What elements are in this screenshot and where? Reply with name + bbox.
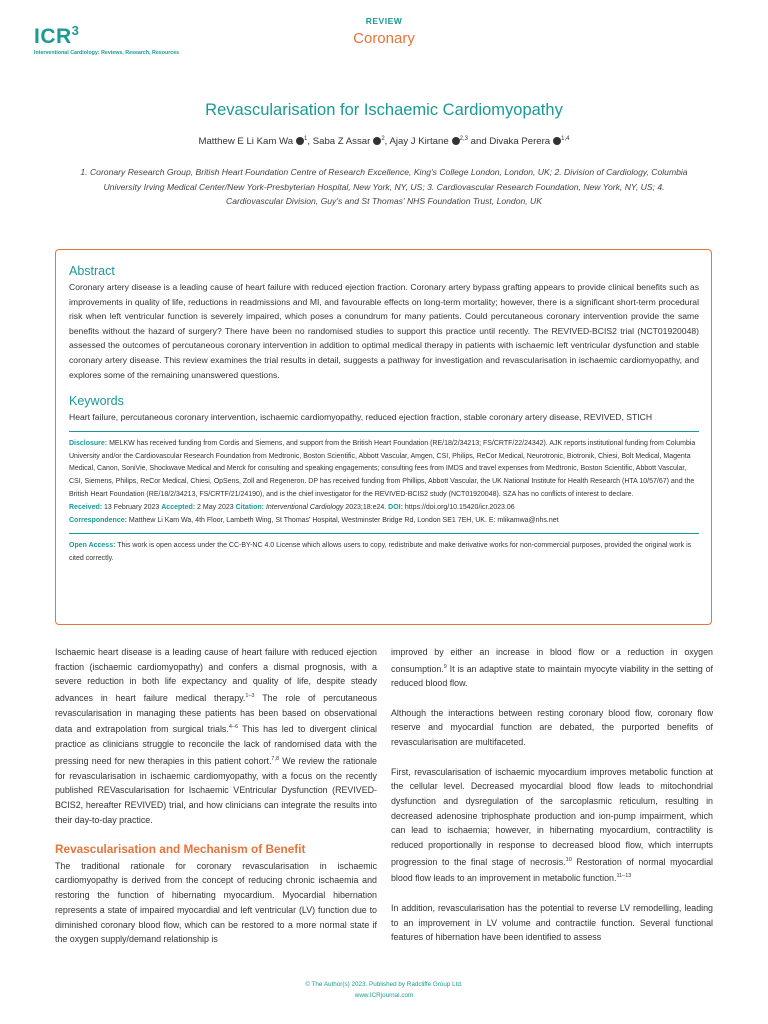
citation-journal: Interventional Cardiology (265, 503, 344, 511)
orcid-icon[interactable] (452, 137, 460, 145)
author-separator: and (468, 136, 490, 148)
dates-citation (69, 502, 699, 515)
author-separator: , (384, 136, 390, 148)
journal-url[interactable]: www.ICRjournal.com (354, 992, 414, 999)
author-separator: , (307, 136, 313, 148)
keywords-text: Heart failure, percutaneous coronary intervention, ischaemic cardiomyopathy, reduced ejection fraction, stable coronary artery disease, REVIVED, STICH (69, 412, 653, 423)
citation-detail: 2023;18:e24. (345, 503, 387, 511)
body-paragraph: Although the interactions between resting coronary blood flow, coronary flow reserve and myocardial function are debated, the purported benefits of revascularisation are multifaceted. (391, 707, 713, 748)
copyright-footer: © The Author(s) 2023. Published by Radcliffe Group Ltd. (305, 981, 463, 988)
keywords-heading: Keywords (69, 394, 124, 409)
body-text: The role of percutaneous revascularisation in managing these patients has been based on observational data and extrapolation from surgical trials. (55, 693, 377, 735)
body-left-column (55, 645, 377, 962)
author-affil-sup: 2,3 (459, 136, 469, 142)
orcid-icon[interactable] (553, 137, 561, 145)
article-type-label: REVIEW (365, 16, 403, 26)
disclosure-text: MELKW has received funding from Cordis and Siemens, and support from the British Heart Foundation (RE/18/2/34213; FS/CRTF/22/24342). AJK reports institutional funding from Columbia University and/or the Cardiovascular Research Foundation from Medtronic, Boston Scientific, Abbott Vascular, Amgen, CSI, Philips, ReCor Medical, Neurotronic, Biotronik, Chiesi, Bolt Medical, Magenta Medical, Canon, SoniVie, Shockwave Medical and Merck for consulting and speaking engagements; consulting fees from IMDS and travel expenses from Medtronic, Boston Scientific, Abbott Vascular, CSI, Siemens, Philips, ReCor Medical, Chiesi, OpSens, Zoll and Regeneron. DP has received funding from Phillips, Abbott Vascular, the UK National Institute for Health Research (HTA 10/57/67) and the British Heart Foundation (RE/18/2/34213, FS/CRTF/21/24190), and is the chief investigator for the REVIVED-BCIS2 study (NCT01920048). SZA has no conflicts of interest to declare. (69, 439, 696, 498)
author-name: Matthew E Li Kam Wa (198, 136, 294, 148)
body-paragraph: In addition, revascularisation has the potential to reverse LV remodelling, leading to an improvement in LV volume and contractile function. Several functional features of hibernation have been identified to assess (391, 902, 713, 943)
open-access-text: This work is open access under the CC-BY-NC 4.0 License which allows users to copy, redistribute and make derivative works for non-commercial purposes, provided the original work is cited correctly. (69, 542, 692, 563)
correspondence-text: Matthew Li Kam Wa, 4th Floor, Lambeth Wing, St Thomas' Hospital, Westminster Bridge Rd, London SE1 7EH, UK. E: mlikamwa@nhs.net (128, 516, 559, 524)
affiliations: 1. Coronary Research Group, British Heart Foundation Centre of Research Excellence, King's College London, London, UK; 2. Division of Cardiology, Columbia University Irving Medical Center/New York-Presbyterian Hospital, New York, NY, US; 3. Cardiovascular Research Foundation, New York, NY, US; 4. Cardiovascular Division, Guy's and St Thomas' NHS Foundation Trust, London, UK (80, 167, 688, 206)
author-name: Divaka Perera (489, 136, 551, 148)
citation-ref[interactable]: 11–13 (616, 873, 632, 880)
correspondence-label: Correspondence: (69, 516, 127, 524)
article-title: Revascularisation for Ischaemic Cardiomyopathy (205, 101, 563, 119)
body-text: Restoration of normal myocardial blood flow leads to an improvement in metabolic function. (391, 856, 713, 884)
citation-ref[interactable]: 9 (443, 663, 447, 670)
body-paragraph: The traditional rationale for coronary revascularisation in ischaemic cardiomyopathy is derived from the concept of reducing chronic ischaemia and restoring the function of hibernating myocardium. Myocardial hibernation represents a state of impaired myocardial and left ventricular (LV) function due to diminished coronary blood flow, which can be restored to a more normal state if the oxygen supply/demand relationship is (55, 860, 377, 945)
abstract-heading: Abstract (69, 264, 115, 278)
body-text: We review the rationale for revascularisation in ischaemic cardiomyopathy, with a focus on the recently published REVascularisation for Ischaemic VEntricular Dysfunction (REVIVED-BCIS2, hereafter REVIVED) trial, and how clinicians can integrate the results into their day-to-day practice. (55, 755, 377, 825)
logo-tagline: Interventional Cardiology: Reviews, Research, Resources (34, 50, 180, 56)
logo-text: ICR (34, 25, 72, 48)
section-heading: Revascularisation and Mechanism of Benefit (55, 842, 306, 857)
received-date: 13 February 2023 (104, 503, 160, 511)
body-paragraph (391, 645, 713, 691)
body-text: First, revascularisation of ischaemic myocardium improves metabolic function at the cellular level. Decreased myocardial blood flow leads to mitochondrial dysfunction and dysregulation of the sarcoplasmic reticulum, resulting in decreased adenosine triphosphate production and ion-pump impairment, which can lead to ischaemia; however, in hibernating myocardium, contractility is reduced proportionally in response to decreased blood flow, which interrupts progression to the final stage of necrosis. (391, 766, 713, 867)
citation-ref[interactable]: 10 (565, 856, 572, 863)
author-name: Saba Z Assar (312, 136, 371, 148)
body-right-column (391, 645, 713, 960)
correspondence (69, 515, 699, 528)
divider (69, 533, 699, 534)
accepted-label: Accepted: (161, 503, 196, 511)
citation-ref[interactable]: 4–6 (228, 724, 239, 731)
body-paragraph (391, 765, 713, 887)
body-paragraph (55, 645, 377, 827)
author-name: Ajay J Kirtane (389, 136, 449, 148)
doi-label: DOI: (388, 503, 403, 511)
citation-ref[interactable]: 1–3 (245, 693, 255, 700)
author-affil-sup: 2 (381, 136, 385, 142)
author-list (0, 136, 768, 147)
section-name: Coronary (353, 30, 415, 47)
disclosure (69, 438, 699, 502)
body-text: It is an adaptive state to maintain myocyte viability in the setting of reduced blood flow. (391, 663, 713, 689)
citation-label: Citation: (235, 503, 264, 511)
body-text: This has led to divergent clinical practice as clinicians struggle to reconcile the lack of randomised data with the pressing need for new therapies in this patient cohort. (55, 724, 377, 766)
received-label: Received: (69, 503, 103, 511)
abstract-text: Coronary artery disease is a leading cause of heart failure with reduced ejection fraction. Coronary artery bypass grafting appears to provide clinical benefits such as improvements in quality of life, reductions in readmissions and MI, and favourable effects on long-term mortality; however, there is a significant short-term procedural risk when left ventricular function is severely impaired, which poses a conundrum for many patients. Could percutaneous coronary intervention provide the same benefits without the hazard of surgery? There have been no randomised studies to support this practice until recently. The REVIVED-BCIS2 trial (NCT01920048) assessed the outcomes of percutaneous coronary intervention in addition to optimal medical therapy in patients with ischaemic left ventricular dysfunction and stable coronary artery disease. This review examines the trial results in detail, suggests a pathway for investigation and revascularisation in ischaemic cardiomyopathy, and explores some of the remaining unanswered questions. (69, 282, 699, 380)
doi-link[interactable]: https://doi.org/10.15420/icr.2023.06 (404, 503, 515, 511)
citation-ref[interactable]: 7,8 (271, 755, 280, 762)
accepted-date: 2 May 2023 (197, 503, 234, 511)
open-access-label: Open Access: (69, 542, 116, 550)
abstract-box (55, 249, 712, 625)
body-text: Ischaemic heart disease is a leading cause of heart failure with reduced ejection fraction (ischaemic cardiomyopathy) and confers a dismal prognosis, with a severe reduction in both life expectancy and quality of life, despite steady advances in heart failure medical therapy. (55, 647, 377, 704)
body-text: improved by either an increase in blood flow or a reduction in oxygen consumption. (391, 647, 713, 674)
disclosure-label: Disclosure: (69, 439, 108, 447)
author-affil-sup: 1,4 (561, 136, 570, 142)
divider (69, 431, 699, 432)
open-access (69, 540, 699, 566)
author-affil-sup: 1 (304, 136, 308, 142)
orcid-icon[interactable] (296, 137, 304, 145)
logo-superscript: 3 (71, 23, 80, 38)
